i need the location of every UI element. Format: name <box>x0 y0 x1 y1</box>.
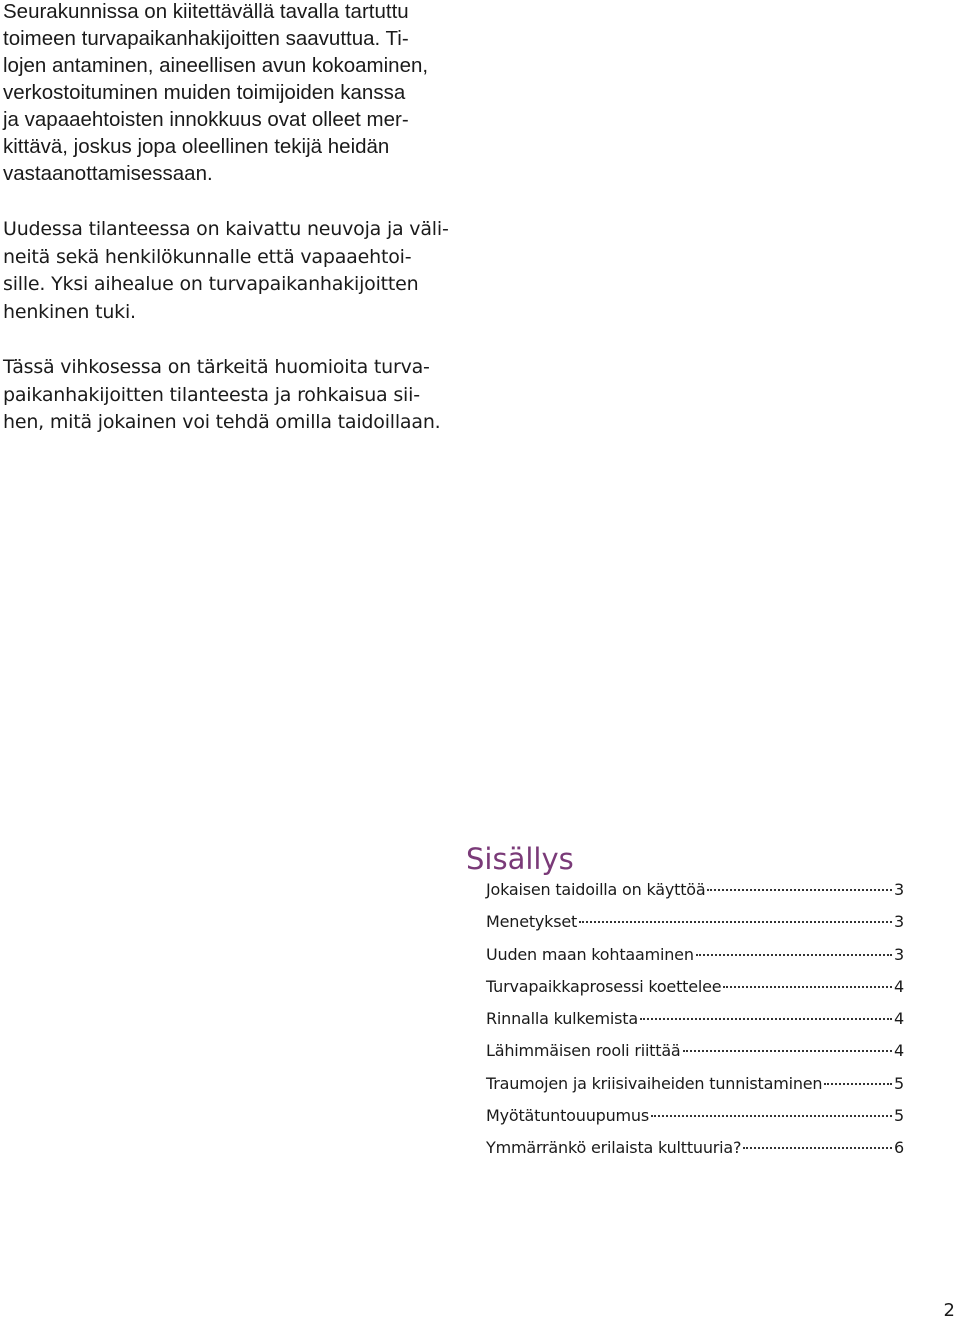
intro-line: ja vapaaehtoisten innokkuus ovat olleet mer- <box>3 108 409 131</box>
toc-entry-label: Menetykset <box>486 912 578 932</box>
paragraph-line: sille. Yksi aihealue on turvapaikanhakijoitten <box>3 273 419 295</box>
toc-leader-dots <box>579 921 892 923</box>
toc-leader-dots <box>723 986 892 988</box>
toc-entry[interactable] <box>486 1106 904 1138</box>
toc-entry-label: Traumojen ja kriisivaiheiden tunnistaminen <box>486 1073 823 1093</box>
toc-leader-dots <box>651 1115 892 1117</box>
toc-entry[interactable] <box>486 1009 904 1041</box>
toc-entry-label: Uuden maan kohtaaminen <box>486 944 694 964</box>
toc-entry-label: Myötätuntouupumus <box>486 1106 649 1126</box>
toc-leader-dots <box>824 1083 892 1085</box>
toc-entry[interactable] <box>486 977 904 1009</box>
toc-title: Sisällys <box>466 842 574 876</box>
toc-entry[interactable] <box>486 1074 904 1106</box>
intro-line: kittävä, joskus jopa oleellinen tekijä heidän <box>3 135 390 158</box>
toc-entry-page: 4 <box>894 976 904 996</box>
toc-entry[interactable] <box>486 912 904 944</box>
toc-entry-label: Jokaisen taidoilla on käyttöä <box>486 880 706 899</box>
toc-entry[interactable] <box>486 1041 904 1073</box>
paragraph-line: henkinen tuki. <box>3 300 136 323</box>
toc-entry-label: Turvapaikkaprosessi koettelee <box>486 976 722 996</box>
toc-entry-page: 5 <box>894 1106 904 1126</box>
intro-paragraph <box>3 0 453 187</box>
toc-entry-page: 5 <box>894 1073 904 1093</box>
toc-leader-dots <box>707 889 892 891</box>
toc-entry-page: 3 <box>894 912 904 932</box>
toc-leader-dots <box>683 1050 892 1052</box>
toc-entry-label: Ymmärränkö erilaista kulttuuria? <box>486 1138 742 1158</box>
table-of-contents <box>486 880 904 1171</box>
toc-leader-dots <box>743 1147 892 1149</box>
toc-entry-page: 4 <box>894 1009 904 1029</box>
toc-entry-page: 3 <box>894 880 904 899</box>
paragraph-line: Tässä vihkosessa on tärkeitä huomioita turva- <box>3 356 430 378</box>
toc-leader-dots <box>640 1018 892 1020</box>
intro-line: vastaanottamisessaan. <box>3 162 213 185</box>
toc-entry-label: Rinnalla kulkemista <box>486 1009 638 1029</box>
paragraph-line: paikanhakijoitten tilanteesta ja rohkaisua sii- <box>3 383 420 406</box>
toc-entry[interactable] <box>486 945 904 977</box>
intro-line: toimeen turvapaikanhakijoitten saavuttua. Ti- <box>3 27 409 50</box>
paragraph-guidance <box>3 216 453 326</box>
toc-entry-page: 3 <box>894 944 904 964</box>
toc-entry[interactable] <box>486 880 904 912</box>
toc-entry[interactable] <box>486 1138 904 1170</box>
paragraph-booklet <box>3 354 453 437</box>
intro-line: Seurakunnissa on kiitettävällä tavalla tartuttu <box>3 0 409 23</box>
intro-line: verkostoituminen muiden toimijoiden kanssa <box>3 81 406 104</box>
intro-line: lojen antaminen, aineellisen avun kokoaminen, <box>3 54 429 77</box>
toc-entry-page: 4 <box>894 1041 904 1061</box>
paragraph-line: Uudessa tilanteessa on kaivattu neuvoja ja väli- <box>3 218 449 240</box>
toc-entry-page: 6 <box>894 1138 904 1158</box>
toc-leader-dots <box>696 954 892 956</box>
paragraph-line: hen, mitä jokainen voi tehdä omilla taidoillaan. <box>3 411 441 433</box>
page-number: 2 <box>943 1300 955 1321</box>
paragraph-line: neitä sekä henkilökunnalle että vapaaehtoi- <box>3 245 412 268</box>
toc-entry-label: Lähimmäisen rooli riittää <box>486 1041 681 1061</box>
